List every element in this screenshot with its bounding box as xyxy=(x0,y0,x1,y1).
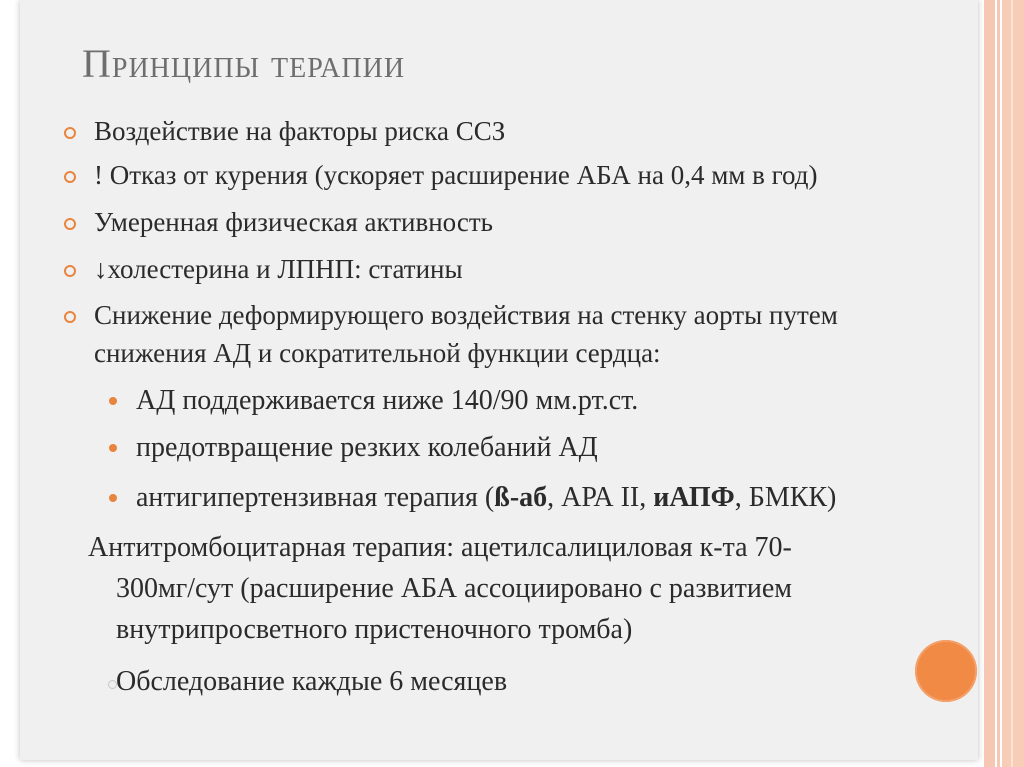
followup-item: Обследование каждые 6 месяцев xyxy=(116,666,508,697)
therapy-suffix: , БМКК) xyxy=(734,482,837,513)
bullet-ring-icon xyxy=(64,218,76,230)
subbullet-antihypertensive xyxy=(136,479,836,517)
therapy-ace-inhibitors: иАПФ xyxy=(653,482,735,513)
bullet-deformation-line2: снижения АД и сократительной функции сердца: xyxy=(94,338,661,368)
antiplatelet-line2: 300мг/сут (расширение АБА ассоциировано с развитием xyxy=(116,573,792,604)
orange-circle-decor xyxy=(915,640,977,702)
therapy-beta-blockers: ß-аб xyxy=(494,482,548,513)
bullet-ring-icon xyxy=(64,311,76,323)
subbullet-bp-fluctuation: предотвращение резких колебаний АД xyxy=(136,432,598,463)
decor-stripe xyxy=(997,0,1000,767)
bullet-dot-icon xyxy=(109,444,117,452)
bullet-smoking: ! Отказ от курения (ускоряет расширение АБА на 0,4 мм в год) xyxy=(94,160,818,190)
bullet-ring-icon xyxy=(64,127,76,139)
bullet-dot-icon xyxy=(109,397,117,405)
content-panel xyxy=(20,0,978,760)
decor-stripe xyxy=(1011,0,1013,767)
bullet-risk-factors: Воздействие на факторы риска ССЗ xyxy=(94,116,506,146)
bullet-deformation-line1: Снижение деформирующего воздействия на стенку аорты путем xyxy=(94,300,838,330)
therapy-mid: , АРА II, xyxy=(547,482,654,513)
therapy-prefix: антигипертензивная терапия ( xyxy=(136,482,495,513)
antiplatelet-line3: внутрипросветного пристеночного тромба) xyxy=(116,614,633,645)
bullet-ring-icon xyxy=(64,171,76,183)
bullet-activity: Умеренная физическая активность xyxy=(94,207,493,237)
bullet-statins: ↓холестерина и ЛПНП: статины xyxy=(94,254,463,284)
subbullet-bp-target: АД поддерживается ниже 140/90 мм.рт.ст. xyxy=(136,385,639,416)
bullet-ring-icon xyxy=(64,265,76,277)
bullet-dot-icon xyxy=(109,494,117,502)
decor-stripe xyxy=(1002,0,1024,767)
decor-stripe xyxy=(984,0,995,767)
slide-title: Принципы терапии xyxy=(82,41,406,86)
antiplatelet-line1: Антитромбоцитарная терапия: ацетилсалициловая к-та 70- xyxy=(88,532,792,563)
